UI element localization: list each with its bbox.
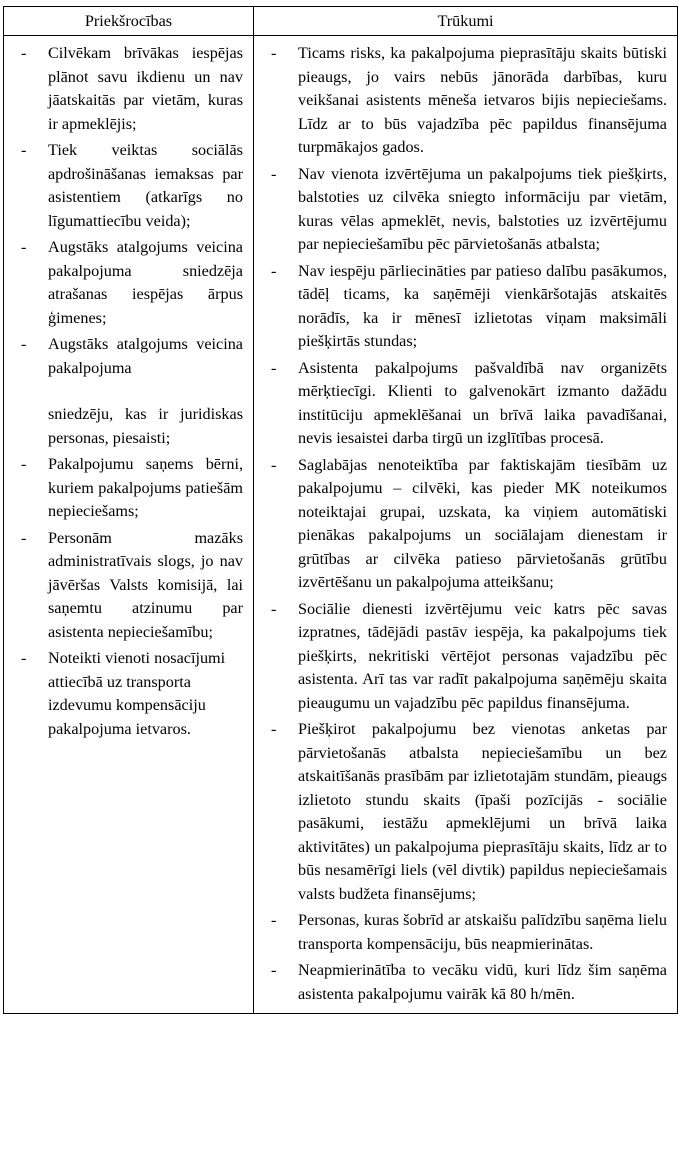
list-item — [254, 598, 667, 716]
bullet-dash: - — [21, 44, 27, 62]
disadvantage-text: Asistenta pakalpojums pašvaldībā nav organizēts mērķtiecīgi. Klienti to galvenokārt izmanto dažādu institūciju apmeklēšanai un brīvā laika pavadīšanai, nevis iesaistei darba tirgū un izglītības procesā. — [298, 358, 667, 447]
list-item — [254, 909, 667, 956]
comparison-table — [3, 6, 678, 1014]
list-item — [254, 454, 667, 595]
advantage-text: Cilvēkam brīvākas iespējas plānot savu ikdienu un nav jāatskaitās par vietām, kuras ir apmeklējis; — [48, 44, 243, 133]
header-disadvantages: Trūkumi — [254, 7, 678, 36]
advantages-list — [4, 36, 253, 748]
table-header-row — [4, 7, 678, 36]
list-item — [4, 236, 243, 330]
bullet-dash: - — [21, 238, 27, 256]
list-item — [4, 333, 243, 450]
bullet-dash: - — [21, 455, 27, 473]
list-item — [4, 139, 243, 233]
disadvantage-text: Nav vienota izvērtējuma un pakalpojums tiek piešķirts, balstoties uz cilvēka sniegto informāciju par vietām, kuras vēlas apmeklēt, nevis, balstoties uz izvērtējumu par nepieciešamību pēc pārvietošanās atbalsta; — [298, 164, 667, 253]
advantage-text: Personām mazāks administratīvais slogs, jo nav jāvēršas Valsts komisijā, lai saņemtu atzinumu par asistenta nepieciešamību; — [48, 528, 243, 641]
disadvantages-list — [254, 36, 677, 1013]
disadvantage-text: Saglabājas nenoteiktība par faktiskajām tiesībām uz pakalpojumu – cilvēki, kas pieder MK noteikumos noteiktajai grupai, uzskata, ka viņiem automātiski pienākas pakalpojums un sociālajam dienestam ir grūtības ar cilvēka patieso pārvietošanās grūtību izvērtēšanu un pakalpojuma atteikšanu; — [298, 455, 667, 591]
bullet-dash: - — [21, 649, 27, 667]
list-item — [4, 647, 243, 741]
table-body-row — [4, 36, 678, 1014]
bullet-dash: - — [271, 720, 277, 738]
advantage-text: Pakalpojumu saņems bērni, kuriem pakalpojums patiešām nepieciešams; — [48, 455, 243, 520]
list-item — [254, 260, 667, 354]
bullet-dash: - — [271, 961, 277, 979]
bullet-dash: - — [21, 141, 27, 159]
advantage-text: Tiek veiktas sociālās apdrošināšanas iemaksas par asistentiem (atkarīgs no līgumattiecību veida); — [48, 141, 243, 230]
bullet-dash: - — [271, 911, 277, 929]
list-item — [254, 959, 667, 1006]
list-item — [4, 527, 243, 645]
list-item — [254, 163, 667, 257]
bullet-dash: - — [271, 164, 277, 183]
bullet-dash: - — [21, 335, 27, 353]
list-item — [4, 42, 243, 136]
advantage-text: Noteikti vienoti nosacījumi attiecībā uz transporta izdevumu kompensāciju pakalpojuma ietvaros. — [48, 649, 226, 738]
bullet-dash: - — [271, 44, 277, 62]
disadvantage-text: Piešķirot pakalpojumu bez vienotas anketas par pārvietošanās atbalsta nepieciešamību un bez atskaitīšanās prasībām par izlietotajām stundām, pieaugs izlietoto stundu skaits (īpaši pozīcijās - sociālie pasākumi, iestāžu apmeklējumi un brīvā laika aktivitātes) un pakalpojuma pieprasītāju skaits, līdz ar to būs nesamērīgi liels (vēl divtik) papildus nepieciešamais valsts budžeta finansējums; — [298, 720, 667, 903]
advantage-text: Augstāks atalgojums veicina pakalpojuma sniedzēja atrašanas iespējas ārpus ģimenes; — [48, 238, 243, 327]
header-advantages: Priekšrocības — [4, 7, 254, 36]
advantage-text: Augstāks atalgojums veicina pakalpojuma — [48, 335, 243, 377]
list-item — [254, 357, 667, 451]
disadvantage-text: Sociālie dienesti izvērtējumu veic katrs pēc savas izpratnes, tādējādi pastāv iespēja, ka pakalpojums tiek piešķirts, nekritiski vērtējot personas vajadzību pēc asistenta. Arī tas var radīt pakalpojuma saņēmēju skaita pieaugumu un vajadzību pēc papildus finansējuma. — [298, 599, 667, 712]
disadvantage-text: Ticams risks, ka pakalpojuma pieprasītāju skaits būtiski pieaugs, jo vairs nebūs jānorāda darbības, kuru veikšanai asistents mēneša ietvaros bijis nepieciešams. Līdz ar to būs vajadzība pēc papildus finansējuma turpmākajos gados. — [298, 44, 667, 156]
list-item — [4, 453, 243, 524]
disadvantage-text: Personas, kuras šobrīd ar atskaišu palīdzību saņēma lielu transporta kompensāciju, būs neapmierinātas. — [298, 911, 667, 953]
bullet-dash: - — [271, 358, 277, 377]
bullet-dash: - — [271, 261, 277, 280]
advantages-cell — [4, 36, 254, 1014]
disadvantage-text: Nav iespēju pārliecināties par patieso dalību pasākumos, tādēļ ticams, ka saņēmēji vienkāršotajās atskaitēs norādīs, ka ir mēnesī izlietotas viņam maksimāli piešķirtās stundas; — [298, 261, 667, 350]
list-item — [254, 42, 667, 160]
bullet-dash: - — [271, 599, 277, 618]
bullet-dash: - — [271, 455, 277, 474]
list-item — [254, 718, 667, 906]
disadvantage-text: Neapmierinātība to vecāku vidū, kuri līdz šim saņēma asistenta pakalpojumu vairāk kā 80 h/mēn. — [298, 961, 667, 1003]
disadvantages-cell — [254, 36, 678, 1014]
bullet-dash: - — [21, 528, 27, 547]
advantage-text-continued: sniedzēju, kas ir juridiskas personas, piesaisti; — [48, 405, 243, 447]
